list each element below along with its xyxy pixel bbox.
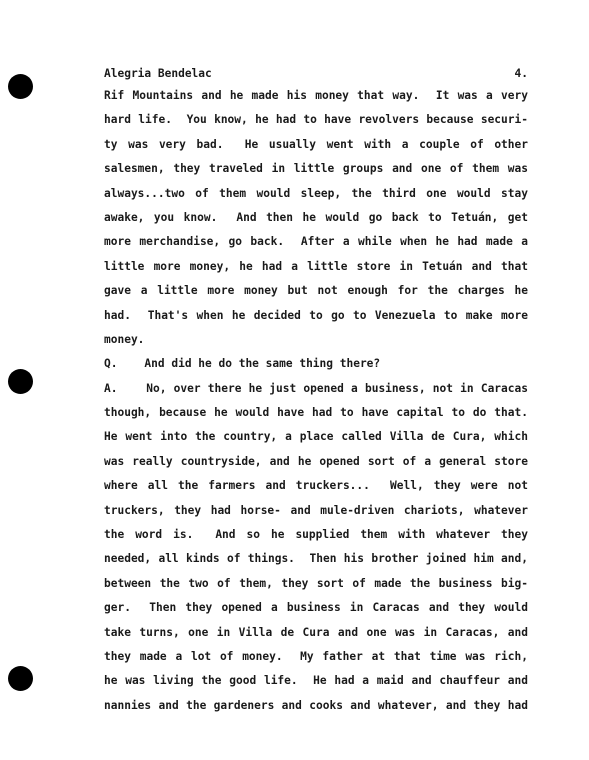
binder-hole-middle [8, 369, 33, 394]
interviewee-name: Alegria Bendelac [104, 67, 212, 80]
text-line: had. That's when he decided to go to Venezuela to make more [104, 308, 528, 322]
text-line: he was living the good life. He had a maid and chauffeur and [104, 674, 528, 688]
text-line: they made a lot of money. My father at that time was rich, [104, 649, 528, 663]
text-line: where all the farmers and truckers... Well, they were not [104, 479, 528, 493]
binder-hole-bottom [8, 666, 33, 691]
text-line: between the two of them, they sort of made the business big- [104, 576, 528, 590]
text-line: was really countryside, and he opened sort of a general store [104, 454, 528, 468]
text-line: the word is. And so he supplied them with whatever they [104, 528, 528, 542]
text-line: truckers, they had horse- and mule-driven chariots, whatever [104, 503, 528, 517]
text-line: always...two of them would sleep, the third one would stay [104, 186, 528, 200]
text-line: more merchandise, go back. After a while when he had made a [104, 235, 528, 249]
answer-line: A. No, over there he just opened a business, not in Caracas [104, 381, 528, 395]
text-line: awake, you know. And then he would go back to Tetuán, get [104, 210, 528, 224]
binder-hole-top [8, 74, 33, 99]
text-line: salesmen, they traveled in little groups and one of them was [104, 162, 528, 176]
text-line: He went into the country, a place called Villa de Cura, which [104, 430, 528, 444]
text-line: little more money, he had a little store in Tetuán and that [104, 259, 528, 273]
text-line: nannies and the gardeners and cooks and whatever, and they had [104, 698, 528, 712]
text-line: needed, all kinds of things. Then his brother joined him and, [104, 552, 528, 566]
text-line: ty was very bad. He usually went with a couple of other [104, 137, 528, 151]
text-line: take turns, one in Villa de Cura and one was in Caracas, and [104, 625, 528, 639]
text-line: Rif Mountains and he made his money that way. It was a very [104, 89, 528, 102]
page-number: 4. [514, 67, 528, 80]
text-line: hard life. You know, he had to have revolvers because securi- [104, 113, 528, 127]
text-line: though, because he would have had to have capital to do that. [104, 406, 528, 420]
text-line: money. [104, 332, 145, 346]
text-line: ger. Then they opened a business in Caracas and they would [104, 601, 528, 615]
text-line: gave a little more money but not enough for the charges he [104, 284, 528, 298]
transcript-body [104, 84, 528, 718]
question-line: Q. And did he do the same thing there? [104, 357, 381, 371]
page-header [104, 66, 528, 82]
